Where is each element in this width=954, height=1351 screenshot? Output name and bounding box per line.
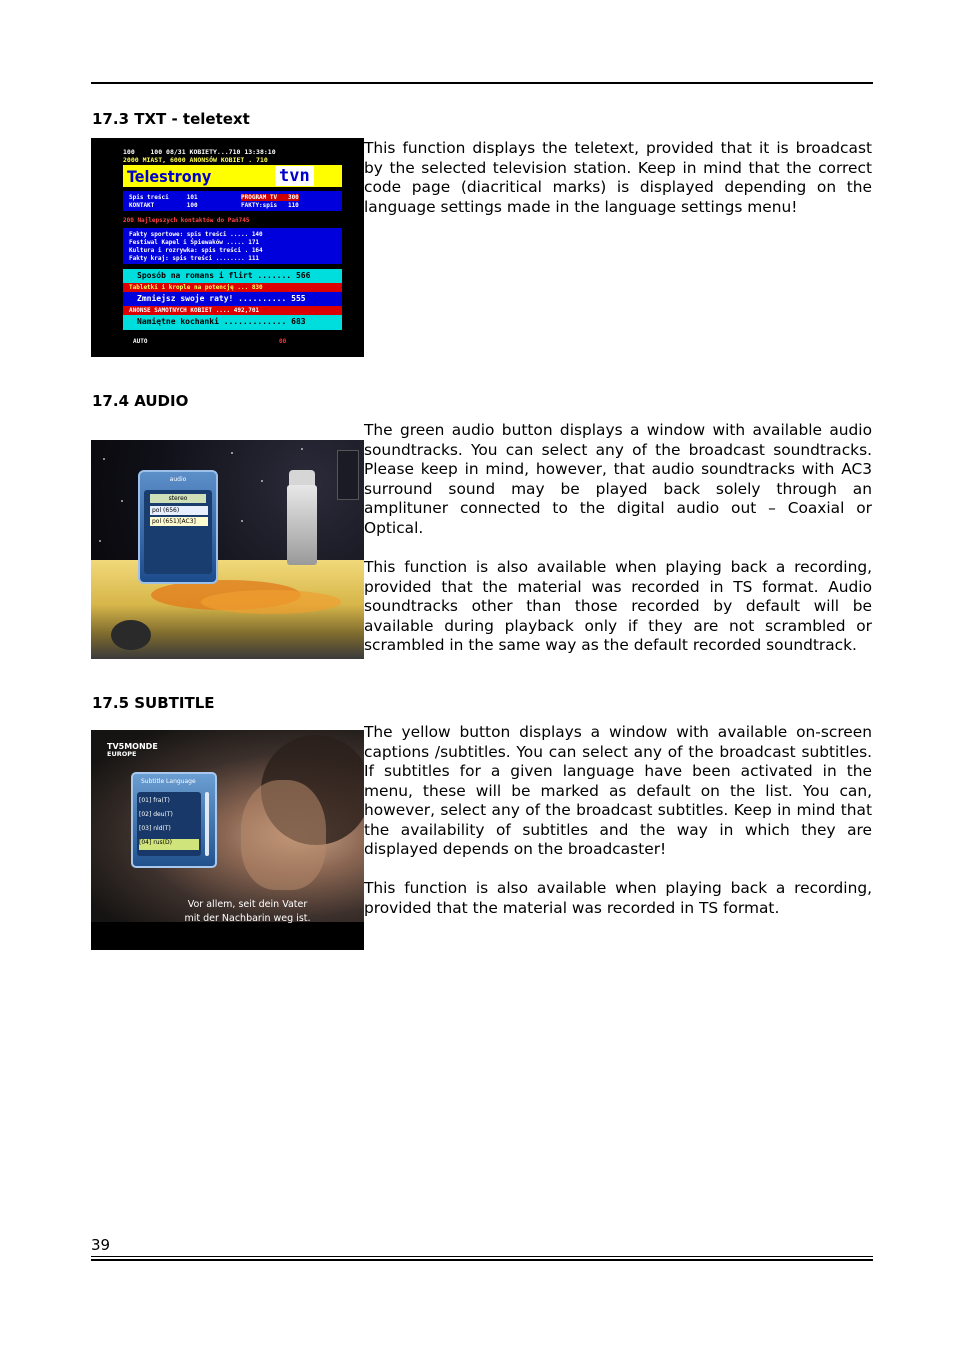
teletext-paragraph: This function displays the teletext, provided that it is broadcast by the selected television station. Keep in mind that the correct code page (diacritical marks) is displayed depending on the language settings made in the language settings menu! (364, 139, 872, 216)
car-wheel (111, 620, 151, 650)
wall-frame (337, 450, 359, 500)
channel-logo-sub: EUROPE (107, 750, 137, 758)
audio-menu-selected: stereo (150, 494, 206, 503)
teletext-ad (123, 315, 342, 330)
audio-menu-list (144, 490, 212, 574)
teletext-ad (123, 283, 342, 292)
subtitle-option: [03] nld(T) (139, 825, 171, 832)
teletext-menu2-left: KONTAKT 100 (129, 202, 198, 209)
teletext-ad (123, 269, 342, 283)
teletext-footer-left: AUTO (133, 338, 148, 345)
teletext-ad-text: Zmniejsz swoje raty! .......... 555 (137, 294, 306, 303)
teletext-list-item: Kultura i rozrywka: spis treści . 164 (129, 247, 263, 254)
heading-audio: 17.4 AUDIO (92, 392, 189, 410)
teletext-subtitle-line: 2000 MIAST, 6000 ANONSÓW KOBIET . 710 (123, 156, 268, 164)
teletext-menu2-right: FAKTY:spis 110 (241, 202, 299, 209)
scene-face (241, 780, 326, 890)
subtitle-option: [04] rus(D) (139, 839, 172, 846)
audio-menu-title: audio (169, 476, 187, 483)
teletext-ad-text: ANONSE SAMOTNYCH KOBIET .... 492,701 (129, 307, 260, 314)
audio-option: pol (656) (150, 506, 208, 515)
teletext-list (123, 228, 342, 264)
teletext-banner (123, 165, 342, 187)
teletext-ad (123, 292, 342, 306)
subtitle-menu-title: Subtitle Language (141, 778, 196, 785)
heading-subtitle: 17.5 SUBTITLE (92, 694, 215, 712)
flame-decal (201, 590, 341, 614)
teletext-list-item: Fakty kraj: spis treści ........ 111 (129, 255, 260, 262)
page-number: 39 (91, 1236, 111, 1254)
footer-rule (91, 1256, 873, 1257)
teletext-ad (123, 306, 342, 315)
audio-option: pol (651)[AC3] (150, 517, 208, 526)
teletext-status-line: 100 100 08/31 KOBIETY...710 13:38:10 (123, 148, 276, 156)
teletext-list-item: Festiwal Kapel i Śpiewaków ..... 171 (129, 239, 260, 246)
subtitle-option: [02] deu(T) (139, 811, 173, 818)
teletext-banner-left: Telestrony (127, 167, 212, 186)
audio-paragraph-2: This function is also available when playing back a recording, provided that the material was recorded in TS format. Audio soundtracks other than those recorded by default will be available during playback only if they are not scrambled or scrambled in the same way as the default recorded soundtrack. (364, 558, 872, 654)
teletext-ad-text: Tabletki i krople na potencję ... 830 (129, 284, 263, 291)
subtitle-line-1: Vor allem, seit dein Vater (187, 899, 308, 910)
teletext-menu1-left: Spis treści 101 (129, 194, 198, 201)
audio-menu-window (138, 470, 218, 584)
subtitle-option: [01] fra(T) (139, 797, 170, 804)
teletext-banner-right: tvn (275, 166, 314, 186)
subtitle-menu-window (131, 772, 217, 868)
footer-rule (91, 1259, 873, 1261)
header-rule (91, 82, 873, 84)
audio-paragraph-1: The green audio button displays a window with available audio soundtracks. You can select any of the broadcast soundtracks. Please keep in mind, however, that audio soundtracks with AC3 surround sound may be played back solely through an amplituner connected to the digital audio out – Coaxial or Optical. (364, 421, 872, 537)
subtitle-menu-list (137, 792, 201, 856)
teletext-screenshot (91, 138, 364, 357)
teletext-menu (123, 191, 342, 211)
subtitle-paragraph-2: This function is also available when playing back a recording, provided that the material was recorded in TS format. (364, 879, 872, 917)
subtitle-paragraph-1: The yellow button displays a window with available on-screen captions /subtitles. You can select any of the broadcast subtitles. If subtitles for a given language have been activated in the menu, these will be marked as default on the list. You can, however, select any of the broadcast subtitles. Keep in mind that the availability of subtitles and the way in which they are displayed depends on the broadcaster! (364, 723, 872, 858)
audio-screenshot (91, 440, 364, 659)
teletext-ad-text: Sposób na romans i flirt ....... 566 (137, 271, 311, 280)
teletext-menu1-right: PROGRAM TV 300 (241, 194, 299, 201)
teletext-ad-text: Namiętne kochanki ............. 683 (137, 317, 306, 326)
heading-teletext: 17.3 TXT - teletext (92, 110, 250, 128)
robot-body (287, 485, 317, 565)
subtitle-line-2: mit der Nachbarin weg ist. (184, 913, 311, 924)
teletext-red-line: 200 Najlepszych kontaktów do Pań745 (123, 217, 250, 224)
subtitle-screenshot (91, 730, 364, 950)
subtitle-scrollbar (205, 792, 209, 856)
channel-logo: TV5MONDE (107, 742, 158, 751)
teletext-footer-right: 00 (279, 338, 287, 345)
teletext-list-item: Fakty sportowe: spis treści ..... 140 (129, 231, 263, 238)
